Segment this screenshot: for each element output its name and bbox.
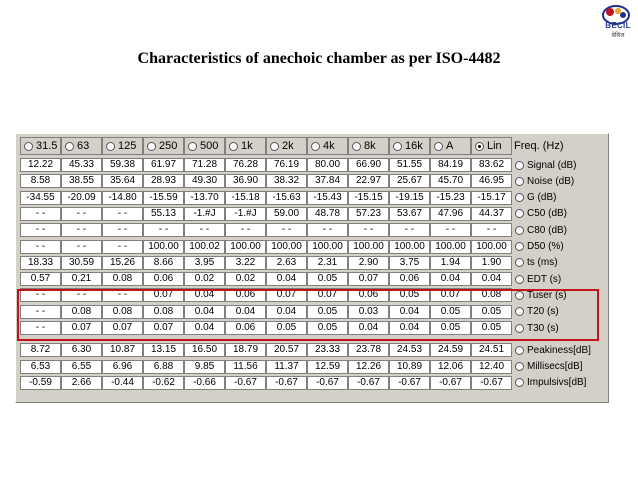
value-cell: 6.96 — [102, 360, 143, 374]
measurement-panel — [15, 133, 609, 403]
value-cell: - - — [61, 288, 102, 302]
page-title: Characteristics of anechoic chamber as per ISO-4482 — [137, 50, 501, 67]
value-cell: 47.96 — [430, 207, 471, 221]
value-cell: 8.72 — [20, 343, 61, 357]
value-cell: 16.50 — [184, 343, 225, 357]
radio-circle-icon — [393, 142, 402, 151]
radio-circle-icon — [515, 291, 524, 300]
value-cell: 24.51 — [471, 343, 512, 357]
value-cell: 0.05 — [389, 288, 430, 302]
value-cell: 76.19 — [266, 158, 307, 172]
row-radio-ts-ms[interactable] — [512, 256, 558, 270]
value-cell: -15.59 — [143, 191, 184, 205]
radio-circle-icon — [65, 142, 74, 151]
value-cell: 30.59 — [61, 256, 102, 270]
row-label: T30 (s) — [527, 322, 559, 334]
value-cell: 8.58 — [20, 174, 61, 188]
value-cell: -15.63 — [266, 191, 307, 205]
value-cell: 45.70 — [430, 174, 471, 188]
row-label: ts (ms) — [527, 257, 558, 269]
value-cell: 0.05 — [430, 321, 471, 335]
value-cell: 23.33 — [307, 343, 348, 357]
value-cell: 0.57 — [20, 272, 61, 286]
value-cell: - - — [389, 223, 430, 237]
freq-radio-31-5[interactable] — [20, 137, 61, 155]
value-cell: - - — [61, 240, 102, 254]
row-label: Millisecs[dB] — [527, 361, 583, 373]
value-cell: - - — [102, 223, 143, 237]
value-cell: -13.70 — [184, 191, 225, 205]
radio-circle-icon — [515, 209, 524, 218]
radio-circle-icon — [24, 142, 33, 151]
row-label: C50 (dB) — [527, 208, 568, 220]
value-cell: -0.67 — [389, 376, 430, 390]
row-label: D50 (%) — [527, 241, 564, 252]
radio-circle-icon — [515, 346, 524, 355]
freq-radio-500[interactable] — [184, 137, 225, 155]
value-cell: 0.04 — [471, 272, 512, 286]
freq-radio-250[interactable] — [143, 137, 184, 155]
value-cell: - - — [348, 223, 389, 237]
value-cell: 0.04 — [225, 305, 266, 319]
value-cell: 11.56 — [225, 360, 266, 374]
freq-radio-16k[interactable] — [389, 137, 430, 155]
row-radio-c80-db[interactable] — [512, 223, 567, 237]
radio-circle-icon — [515, 193, 524, 202]
value-cell: 12.26 — [348, 360, 389, 374]
value-cell: -0.44 — [102, 376, 143, 390]
value-cell: 8.66 — [143, 256, 184, 270]
value-cell: 46.95 — [471, 174, 512, 188]
row-radio-millisecs-db[interactable] — [512, 360, 583, 374]
value-cell: - - — [266, 223, 307, 237]
value-cell: - - — [102, 240, 143, 254]
value-cell: 0.05 — [307, 272, 348, 286]
value-cell: 80.00 — [307, 158, 348, 172]
row-radio-g-db[interactable] — [512, 191, 556, 205]
value-cell: 3.75 — [389, 256, 430, 270]
freq-radio-label: A — [446, 140, 454, 152]
value-cell: 13.15 — [143, 343, 184, 357]
value-cell: 9.85 — [184, 360, 225, 374]
freq-radio-label: 8k — [364, 140, 376, 152]
value-cell: 0.08 — [143, 305, 184, 319]
value-cell: 66.90 — [348, 158, 389, 172]
freq-radio-label: 125 — [118, 140, 137, 152]
value-cell: 76.28 — [225, 158, 266, 172]
freq-radio-a[interactable] — [430, 137, 471, 155]
value-cell: 0.07 — [430, 288, 471, 302]
value-cell: 44.37 — [471, 207, 512, 221]
value-cell: - - — [20, 207, 61, 221]
value-cell: -0.67 — [307, 376, 348, 390]
row-label: Peakiness[dB] — [527, 344, 591, 356]
value-cell: 2.90 — [348, 256, 389, 270]
value-cell: 6.30 — [61, 343, 102, 357]
value-cell: -0.67 — [471, 376, 512, 390]
value-cell: 24.59 — [430, 343, 471, 357]
value-cell: -15.15 — [348, 191, 389, 205]
value-cell: - - — [471, 223, 512, 237]
value-cell: 100.00 — [225, 240, 266, 254]
row-radio-impulsivs-db[interactable] — [512, 376, 586, 390]
value-cell: 12.22 — [20, 158, 61, 172]
value-cell: 18.33 — [20, 256, 61, 270]
row-radio-tuser-s[interactable] — [512, 288, 567, 302]
value-cell: 0.05 — [471, 321, 512, 335]
freq-radio-label: 63 — [77, 140, 90, 152]
value-cell: 0.02 — [225, 272, 266, 286]
value-cell: -1.#J — [225, 207, 266, 221]
value-cell: 20.57 — [266, 343, 307, 357]
value-cell: 0.21 — [61, 272, 102, 286]
value-cell: 55.13 — [143, 207, 184, 221]
row-radio-peakiness-db[interactable] — [512, 343, 591, 357]
value-cell: - - — [143, 223, 184, 237]
value-cell: -19.15 — [389, 191, 430, 205]
radio-circle-icon — [434, 142, 443, 151]
row-label: EDT (s) — [527, 273, 562, 285]
row-label: Noise (dB) — [527, 175, 575, 187]
value-cell: 53.67 — [389, 207, 430, 221]
value-cell: - - — [20, 240, 61, 254]
value-cell: 100.00 — [389, 240, 430, 254]
value-cell: -0.66 — [184, 376, 225, 390]
value-cell: -15.18 — [225, 191, 266, 205]
value-cell: 0.04 — [184, 288, 225, 302]
radio-circle-icon — [188, 142, 197, 151]
value-cell: 12.06 — [430, 360, 471, 374]
value-cell: 45.33 — [61, 158, 102, 172]
value-cell: 0.05 — [266, 321, 307, 335]
value-cell: 6.53 — [20, 360, 61, 374]
value-cell: 0.06 — [225, 288, 266, 302]
freq-radio-label: 1k — [241, 140, 253, 152]
value-cell: 0.05 — [471, 305, 512, 319]
freq-radio-4k[interactable] — [307, 137, 348, 155]
value-cell: 83.62 — [471, 158, 512, 172]
row-label: Tuser (s) — [527, 289, 567, 301]
value-cell: 0.06 — [389, 272, 430, 286]
value-cell: - - — [307, 223, 348, 237]
value-cell: - - — [20, 305, 61, 319]
freq-radio-8k[interactable] — [348, 137, 389, 155]
radio-circle-icon — [515, 242, 524, 251]
value-cell: 0.08 — [102, 305, 143, 319]
value-cell: -14.80 — [102, 191, 143, 205]
radio-circle-icon — [515, 161, 524, 170]
value-cell: -0.59 — [20, 376, 61, 390]
freq-radio-1k[interactable] — [225, 137, 266, 155]
freq-radio-label: 16k — [405, 140, 423, 152]
value-cell: 0.07 — [143, 288, 184, 302]
value-cell: 100.00 — [143, 240, 184, 254]
value-cell: 35.64 — [102, 174, 143, 188]
value-cell: 3.95 — [184, 256, 225, 270]
freq-radio-label: 2k — [282, 140, 294, 152]
value-cell: 100.00 — [348, 240, 389, 254]
logo-subtext: बेसिल — [611, 33, 625, 39]
radio-circle-icon — [515, 378, 524, 387]
value-cell: 0.04 — [184, 305, 225, 319]
value-cell: -15.23 — [430, 191, 471, 205]
radio-circle-icon — [515, 226, 524, 235]
value-cell: 0.07 — [266, 288, 307, 302]
value-cell: 2.66 — [61, 376, 102, 390]
value-cell: 0.06 — [348, 288, 389, 302]
value-cell: -34.55 — [20, 191, 61, 205]
radio-circle-icon — [352, 142, 361, 151]
freq-radio-63[interactable] — [61, 137, 102, 155]
value-cell: 6.55 — [61, 360, 102, 374]
value-cell: 0.05 — [307, 321, 348, 335]
freq-radio-label: 4k — [323, 140, 335, 152]
value-cell: -0.67 — [348, 376, 389, 390]
value-cell: - - — [61, 207, 102, 221]
freq-radio-label: Lin — [487, 140, 502, 152]
value-cell: -15.43 — [307, 191, 348, 205]
row-radio-c50-db[interactable] — [512, 207, 567, 221]
value-cell: 18.79 — [225, 343, 266, 357]
radio-circle-icon — [475, 142, 484, 151]
value-cell: 6.88 — [143, 360, 184, 374]
value-cell: 0.07 — [348, 272, 389, 286]
value-cell: 0.06 — [143, 272, 184, 286]
value-cell: 0.04 — [266, 305, 307, 319]
value-cell: 0.04 — [389, 321, 430, 335]
radio-circle-icon — [270, 142, 279, 151]
freq-radio-125[interactable] — [102, 137, 143, 155]
value-cell: 0.05 — [430, 305, 471, 319]
value-cell: 1.94 — [430, 256, 471, 270]
value-cell: 0.04 — [266, 272, 307, 286]
row-radio-d50[interactable] — [512, 240, 564, 254]
value-cell: - - — [102, 207, 143, 221]
value-cell: - - — [61, 223, 102, 237]
radio-circle-icon — [515, 324, 524, 333]
value-cell: -0.67 — [430, 376, 471, 390]
value-cell: 0.08 — [102, 272, 143, 286]
value-cell: 1.90 — [471, 256, 512, 270]
value-cell: 100.00 — [307, 240, 348, 254]
radio-circle-icon — [229, 142, 238, 151]
logo-text: BECIL — [605, 21, 631, 30]
value-cell: - - — [20, 223, 61, 237]
freq-radio-label: 31.5 — [36, 140, 58, 152]
radio-circle-icon — [515, 177, 524, 186]
value-cell: 12.40 — [471, 360, 512, 374]
row-radio-edt-s[interactable] — [512, 272, 561, 286]
value-cell: 0.05 — [307, 305, 348, 319]
value-cell: 38.55 — [61, 174, 102, 188]
value-cell: 28.93 — [143, 174, 184, 188]
value-cell: - - — [20, 288, 61, 302]
value-cell: 100.00 — [266, 240, 307, 254]
value-cell: 61.97 — [143, 158, 184, 172]
value-cell: -15.17 — [471, 191, 512, 205]
radio-circle-icon — [515, 275, 524, 284]
value-cell: 57.23 — [348, 207, 389, 221]
value-cell: 0.02 — [184, 272, 225, 286]
value-cell: -0.62 — [143, 376, 184, 390]
value-cell: 15.26 — [102, 256, 143, 270]
value-cell: 22.97 — [348, 174, 389, 188]
value-cell: 36.90 — [225, 174, 266, 188]
row-label: T20 (s) — [527, 306, 559, 318]
radio-circle-icon — [311, 142, 320, 151]
row-label: Signal (dB) — [527, 159, 577, 171]
row-label: C80 (dB) — [527, 224, 568, 236]
value-cell: 10.89 — [389, 360, 430, 374]
value-cell: 0.04 — [430, 272, 471, 286]
value-cell: - - — [184, 223, 225, 237]
value-cell: 59.38 — [102, 158, 143, 172]
value-cell: 10.87 — [102, 343, 143, 357]
value-cell: 84.19 — [430, 158, 471, 172]
value-cell: 0.03 — [348, 305, 389, 319]
value-cell: 0.06 — [225, 321, 266, 335]
value-cell: 37.84 — [307, 174, 348, 188]
value-cell: 59.00 — [266, 207, 307, 221]
row-label: G (dB) — [527, 192, 557, 204]
value-cell: 49.30 — [184, 174, 225, 188]
value-cell: -0.67 — [266, 376, 307, 390]
value-cell: 2.63 — [266, 256, 307, 270]
value-cell: 3.22 — [225, 256, 266, 270]
value-cell: 0.07 — [307, 288, 348, 302]
value-cell: -0.67 — [225, 376, 266, 390]
radio-circle-icon — [515, 362, 524, 371]
value-cell: 0.04 — [184, 321, 225, 335]
value-cell: 71.28 — [184, 158, 225, 172]
value-cell: - - — [225, 223, 266, 237]
value-cell: 100.02 — [184, 240, 225, 254]
value-cell: 24.53 — [389, 343, 430, 357]
value-cell: 0.07 — [61, 321, 102, 335]
value-cell: 0.07 — [143, 321, 184, 335]
value-cell: - - — [102, 288, 143, 302]
radio-circle-icon — [106, 142, 115, 151]
row-label: Impulsivs[dB] — [527, 377, 587, 389]
freq-radio-lin[interactable] — [471, 137, 512, 155]
value-cell: 12.59 — [307, 360, 348, 374]
value-cell: 51.55 — [389, 158, 430, 172]
value-cell: 11.37 — [266, 360, 307, 374]
value-cell: -20.09 — [61, 191, 102, 205]
value-cell: - - — [20, 321, 61, 335]
freq-header-label: Freq. (Hz) — [514, 140, 564, 152]
radio-circle-icon — [515, 258, 524, 267]
freq-radio-label: 250 — [159, 140, 178, 152]
value-cell: 0.08 — [61, 305, 102, 319]
value-cell: 100.00 — [430, 240, 471, 254]
radio-circle-icon — [147, 142, 156, 151]
freq-radio-label: 500 — [200, 140, 219, 152]
value-cell: 0.07 — [102, 321, 143, 335]
value-cell: 0.04 — [389, 305, 430, 319]
value-cell: 0.08 — [471, 288, 512, 302]
value-cell: 25.67 — [389, 174, 430, 188]
freq-radio-2k[interactable] — [266, 137, 307, 155]
row-radio-t30-s[interactable] — [512, 321, 559, 335]
row-radio-t20-s[interactable] — [512, 305, 559, 319]
value-cell: 100.00 — [471, 240, 512, 254]
value-cell: 38.32 — [266, 174, 307, 188]
row-radio-noise-db[interactable] — [512, 174, 574, 188]
radio-circle-icon — [515, 307, 524, 316]
value-cell: -1.#J — [184, 207, 225, 221]
value-cell: 48.78 — [307, 207, 348, 221]
value-cell: - - — [430, 223, 471, 237]
value-cell: 2.31 — [307, 256, 348, 270]
value-cell: 0.04 — [348, 321, 389, 335]
value-cell: 23.78 — [348, 343, 389, 357]
row-radio-signal-db[interactable] — [512, 158, 576, 172]
